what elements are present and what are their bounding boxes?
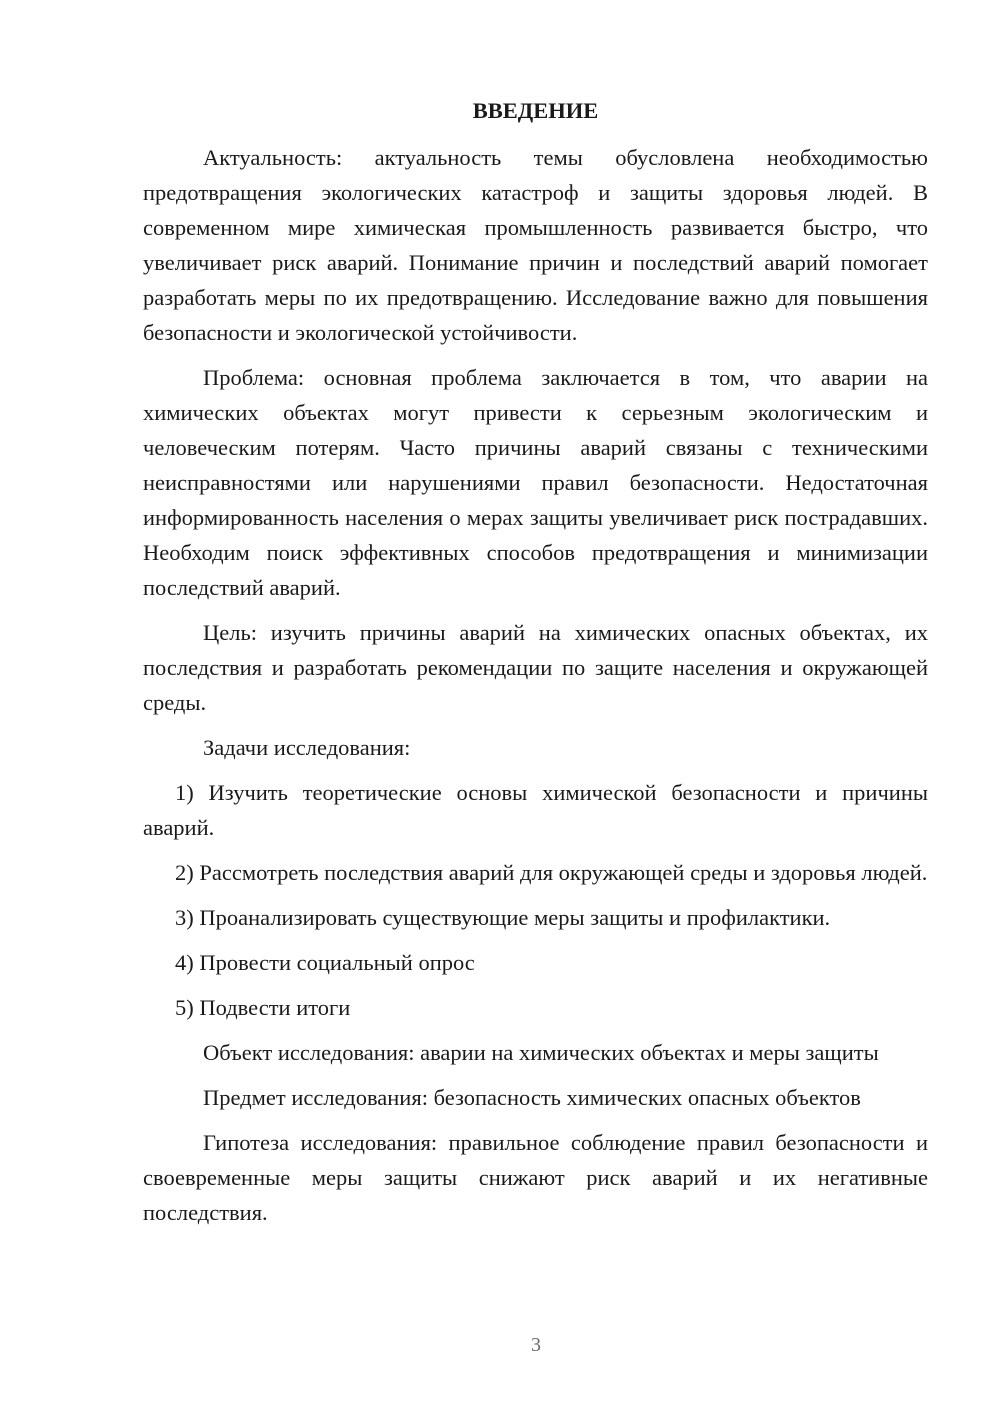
page-title: ВВЕДЕНИЕ: [472, 98, 599, 123]
relevance-paragraph: Актуальность: актуальность темы обусловлена необходимостью предотвращения экологических катастроф и защиты здоровья людей. В современном мире химическая промышленность развивается быстро, что увеличивает риск аварий. Понимание причин и последствий аварий помогает разработать меры по их предотвращению. Исследование важно для повышения безопасности и экологической устойчивости.: [143, 145, 928, 345]
hypothesis-paragraph: Гипотеза исследования: правильное соблюдение правил безопасности и своевременные меры защиты снижают риск аварий и их негативные последствия.: [143, 1130, 928, 1225]
task-item-2: 2) Рассмотреть последствия аварий для окружающей среды и здоровья людей.: [175, 860, 928, 885]
task-item-5: 5) Подвести итоги: [175, 995, 351, 1020]
page-content: [143, 96, 928, 1240]
object-paragraph: Объект исследования: аварии на химических объектах и меры защиты: [203, 1040, 879, 1065]
problem-paragraph: Проблема: основная проблема заключается в том, что аварии на химических объектах могут привести к серьезным экологическим и человеческим потерям. Часто причины аварий связаны с техническими неисправностями или нарушениями правил безопасности. Недостаточная информированность населения о мерах защиты увеличивает риск пострадавших. Необходим поиск эффективных способов предотвращения и минимизации последствий аварий.: [143, 365, 928, 600]
tasks-heading: Задачи исследования:: [203, 735, 411, 760]
task-item-4: 4) Провести социальный опрос: [175, 950, 475, 975]
page-number: 3: [531, 1334, 541, 1356]
task-item-1: 1) Изучить теоретические основы химической безопасности и причины аварий.: [143, 780, 928, 840]
task-item-3: 3) Проанализировать существующие меры защиты и профилактики.: [175, 905, 831, 930]
subject-paragraph: Предмет исследования: безопасность химических опасных объектов: [203, 1085, 861, 1110]
goal-paragraph: Цель: изучить причины аварий на химических опасных объектах, их последствия и разработать рекомендации по защите населения и окружающей среды.: [143, 620, 928, 715]
